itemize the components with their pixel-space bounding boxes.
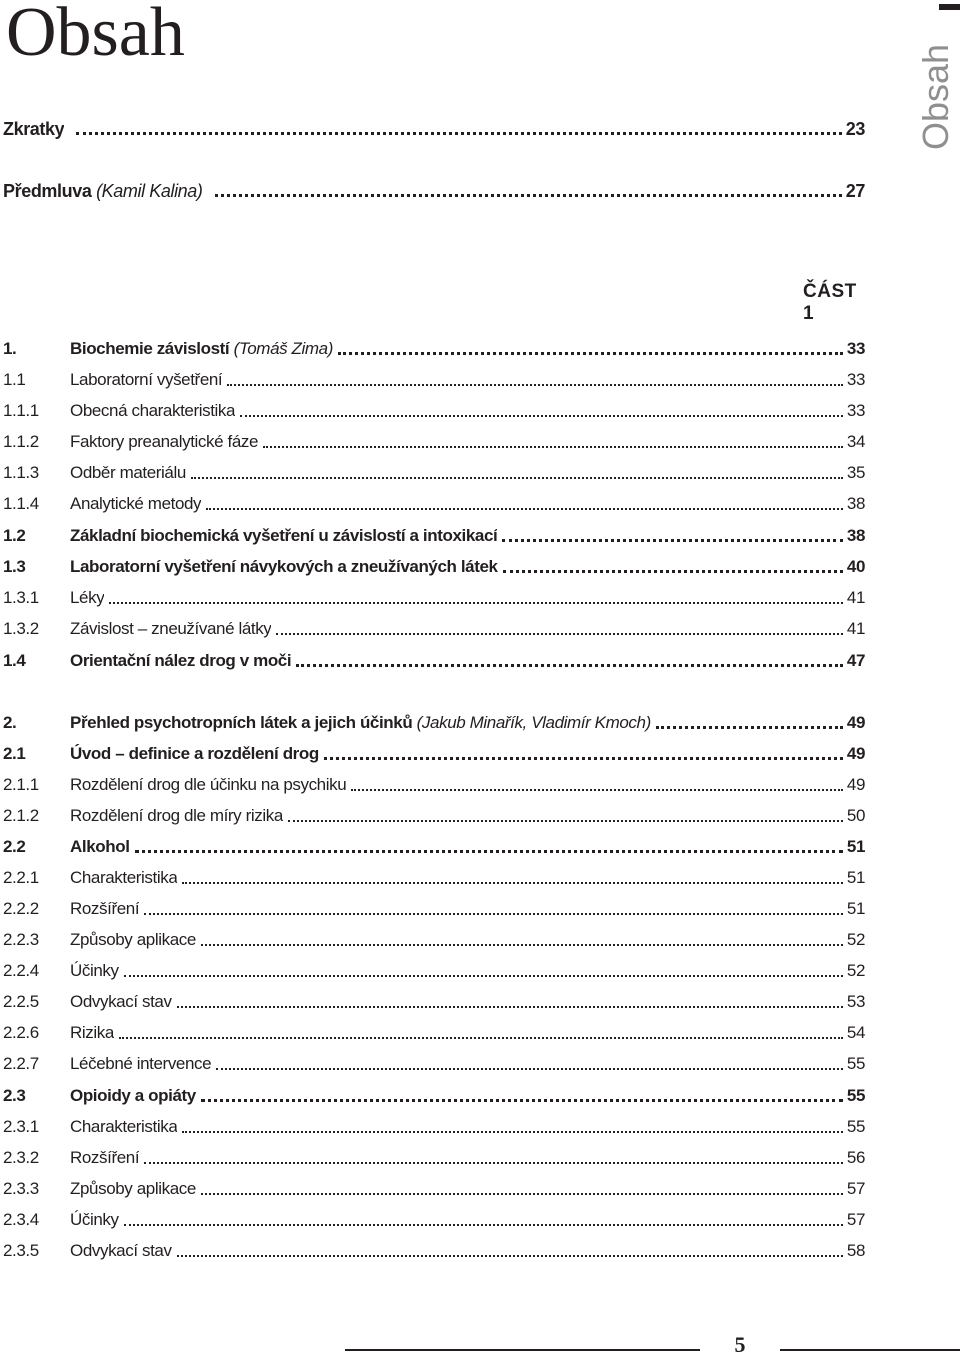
toc-entry-title [70,462,186,484]
toc-entry-title [70,1053,211,1075]
toc-entry-title [70,338,333,360]
toc-entry[interactable] [3,1174,865,1200]
toc-entry-page: 38 [846,526,865,545]
toc-entry-number: 2.2.5 [3,992,39,1011]
toc-entry-page: 51 [846,837,865,856]
toc-entry-number: 2.1 [3,744,26,763]
toc-entry[interactable] [3,176,865,202]
toc-entry[interactable] [3,614,865,640]
toc-entry-page: 54 [846,1023,865,1042]
toc-entry-title-text: Laboratorní vyšetření [70,370,223,389]
toc-entry-title-text: Předmluva [3,181,92,201]
toc-entry-title-text: Rozdělení drog dle účinku na psychiku [70,775,347,794]
dot-leader [144,913,843,915]
dot-leader [324,757,843,760]
toc-entry[interactable] [3,1143,865,1169]
toc-entry-title [70,960,119,982]
toc-entry-title [70,650,291,672]
dot-leader [191,477,843,479]
dot-leader [177,1255,843,1257]
toc-entry-number: 1.2 [3,526,26,545]
toc-entry-title [3,118,64,140]
dot-leader [656,726,843,729]
dot-leader [201,1193,843,1195]
toc-entry-title-text: Obecná charakteristika [70,401,236,420]
toc-entry-title [70,493,201,515]
toc-entry-title-text: Účinky [70,961,119,980]
toc-entry-page: 55 [846,1117,865,1136]
dot-leader [263,446,843,448]
toc-entry-page: 47 [846,651,865,670]
toc-entry-title-text: Závislost – zneužívané látky [70,619,272,638]
dot-leader [502,539,843,542]
toc-entry[interactable] [3,925,865,951]
toc-entry-title-text: Faktory preanalytické fáze [70,432,259,451]
toc-entry-number: 2.3 [3,1086,26,1105]
toc-entry-title-text: Analytické metody [70,494,202,513]
toc-entry-page: 56 [846,1148,865,1167]
toc-entry-title-text: Přehled psychotropních látek a jejich účinků [70,713,413,732]
toc-entry-title [70,898,139,920]
toc-entry-page: 33 [846,401,865,420]
toc-entry-title [70,712,651,734]
toc-entry[interactable] [3,334,865,360]
toc-entry-title [70,743,319,765]
toc-entry-title-text: Základní biochemická vyšetření u závislostí a intoxikací [70,526,498,545]
dot-leader [206,508,843,510]
toc-entry-number: 2.2.7 [3,1054,39,1073]
toc-entry-title-text: Zkratky [3,119,65,139]
toc-entry[interactable] [3,1081,865,1107]
toc-entry-page: 34 [846,432,865,451]
page-title: Obsah [6,0,185,71]
toc-entry-page: 33 [846,339,865,358]
dot-leader [119,1037,843,1039]
toc-entry-title [70,1116,177,1138]
toc-entry-title-text: Způsoby aplikace [70,1179,196,1198]
toc-entry[interactable] [3,114,865,140]
toc-entry-title-text: Účinky [70,1210,119,1229]
toc-entry[interactable] [3,708,865,734]
toc-entry-page: 33 [846,370,865,389]
toc-entry-title-text: Opioidy a opiáty [70,1086,196,1105]
toc-entry-page: 51 [846,899,865,918]
dot-leader [503,570,843,573]
toc-entry-page: 58 [846,1241,865,1260]
dot-leader [124,975,843,977]
toc-entry-title-text: Způsoby aplikace [70,930,196,949]
toc-entry-title-text: Alkohol [70,837,130,856]
dot-leader [296,664,843,667]
toc-entry-number: 2.1.1 [3,775,39,794]
toc-entry-title [70,836,130,858]
toc-entry[interactable] [3,521,865,547]
toc-entry-title [70,431,258,453]
toc-entry-title [70,618,271,640]
toc-entry-page: 57 [846,1210,865,1229]
toc-entry-title [70,1240,172,1262]
dot-leader [227,384,843,386]
toc-entry-page: 41 [846,619,865,638]
toc-entry[interactable] [3,739,865,765]
dot-leader [182,1131,843,1133]
toc-entry-page: 41 [846,588,865,607]
part-heading: ČÁST 1 [803,281,857,324]
toc-entry-number: 2.3.5 [3,1241,39,1260]
page-number: 5 [700,1330,780,1360]
toc-entry[interactable] [3,956,865,982]
toc-entry[interactable] [3,1049,865,1075]
dot-leader [201,944,843,946]
toc-entry[interactable] [3,1112,865,1138]
dot-leader [135,850,843,853]
toc-entry-title [70,1147,139,1169]
toc-entry[interactable] [3,646,865,672]
toc-entry-number: 2.2.4 [3,961,39,980]
toc-entry-title-text: Charakteristika [70,1117,178,1136]
toc-entry[interactable] [3,552,865,578]
toc-entry-number: 1.4 [3,651,26,670]
toc-entry-title [70,1178,196,1200]
toc-entry[interactable] [3,1205,865,1231]
toc-entry-title-text: Léky [70,588,105,607]
toc-entry-number: 2.1.2 [3,806,39,825]
toc-entry-title [70,805,283,827]
toc-entry-page: 49 [846,744,865,763]
dot-leader [288,820,843,822]
toc-entry-title [70,587,104,609]
toc-entry-page: 27 [845,181,865,201]
toc-entry-page: 23 [845,119,865,139]
toc-entry-title [70,929,196,951]
toc-entry-author: (Kamil Kalina) [96,181,203,201]
toc-entry-title [70,1022,114,1044]
toc-entry-title-text: Odběr materiálu [70,463,186,482]
toc-entry-page: 35 [846,463,865,482]
toc-entry-title [70,556,498,578]
toc-entry-number: 1.1.4 [3,494,39,513]
toc-entry-number: 2. [3,713,17,732]
toc-entry-title-text: Biochemie závislostí [70,339,230,358]
toc-entry[interactable] [3,987,865,1013]
dot-leader [240,415,843,417]
toc-entry-number: 2.2.3 [3,930,39,949]
toc-entry-title [3,180,203,202]
toc-entry-title-text: Odvykací stav [70,992,172,1011]
toc-entry-author: (Jakub Minařík, Vladimír Kmoch) [416,713,651,732]
toc-entry-title [70,867,177,889]
toc-entry-title-text: Laboratorní vyšetření návykových a zneužívaných látek [70,557,498,576]
dot-leader [338,352,843,355]
toc-entry-number: 1.1.2 [3,432,39,451]
dot-leader [76,132,842,135]
toc-entry[interactable] [3,1018,865,1044]
toc-entry-number: 1.3.2 [3,619,39,638]
dot-leader [215,194,842,197]
toc-entry[interactable] [3,894,865,920]
toc-entry-title-text: Léčebné intervence [70,1054,212,1073]
toc-entry-number: 2.2 [3,837,26,856]
toc-entry-title [70,369,222,391]
toc-entry[interactable] [3,770,865,796]
toc-entry-page: 57 [846,1179,865,1198]
dot-leader [144,1162,843,1164]
toc-entry-page: 38 [846,494,865,513]
toc-entry-title [70,774,346,796]
dot-leader [124,1224,843,1226]
toc-entry-page: 50 [846,806,865,825]
toc-entry-title-text: Rizika [70,1023,114,1042]
toc-entry[interactable] [3,365,865,391]
toc-entry-title-text: Úvod – definice a rozdělení drog [70,744,319,763]
toc-entry-title-text: Rozšíření [70,1148,140,1167]
toc-entry[interactable] [3,832,865,858]
toc-entry-page: 49 [846,775,865,794]
toc-entry-title-text: Odvykací stav [70,1241,172,1260]
toc-entry-number: 1.3.1 [3,588,39,607]
toc-entry-title-text: Orientační nález drog v moči [70,651,292,670]
toc-entry[interactable] [3,583,865,609]
toc-entry-author: (Tomáš Zima) [233,339,333,358]
toc-entry[interactable] [3,801,865,827]
toc-entry-number: 1.1 [3,370,26,389]
side-tab-label: Obsah [915,43,956,150]
toc-entry-title [70,991,172,1013]
dot-leader [216,1068,843,1070]
toc-entry-page: 40 [846,557,865,576]
toc-entry-number: 2.3.4 [3,1210,39,1229]
toc-entry-number: 1.1.3 [3,463,39,482]
footer-rule [345,1349,960,1351]
dot-leader [177,1006,843,1008]
toc-entry-number: 1. [3,339,17,358]
toc-entry-page: 55 [846,1086,865,1105]
toc-entry[interactable] [3,396,865,422]
toc-entry-number: 2.2.2 [3,899,39,918]
toc-entry-page: 53 [846,992,865,1011]
toc-entry-number: 2.3.2 [3,1148,39,1167]
toc-entry-number: 1.3 [3,557,26,576]
toc-entry-number: 2.3.1 [3,1117,39,1136]
dot-leader [182,882,843,884]
toc-entry-title-text: Charakteristika [70,868,178,887]
toc-entry-page: 55 [846,1054,865,1073]
toc-entry-title [70,1085,196,1107]
toc-entry-number: 2.3.3 [3,1179,39,1198]
toc-entry-number: 2.2.1 [3,868,39,887]
toc-entry-number: 2.2.6 [3,1023,39,1042]
dot-leader [109,602,843,604]
toc-entry-page: 49 [846,713,865,732]
toc-entry-title [70,1209,119,1231]
toc-entry[interactable] [3,1236,865,1262]
toc-entry-page: 52 [846,930,865,949]
toc-entry-title-text: Rozdělení drog dle míry rizika [70,806,283,825]
dot-leader [201,1099,843,1102]
toc-entry-page: 51 [846,868,865,887]
toc-entry[interactable] [3,863,865,889]
toc-entry[interactable] [3,427,865,453]
toc-entry-title [70,525,497,547]
toc-entry-title-text: Rozšíření [70,899,140,918]
toc-entry[interactable] [3,489,865,515]
toc-entry-number: 1.1.1 [3,401,39,420]
toc-entry-title [70,400,235,422]
toc-entry-page: 52 [846,961,865,980]
dot-leader [351,789,843,791]
dot-leader [276,633,842,635]
toc-entry[interactable] [3,458,865,484]
